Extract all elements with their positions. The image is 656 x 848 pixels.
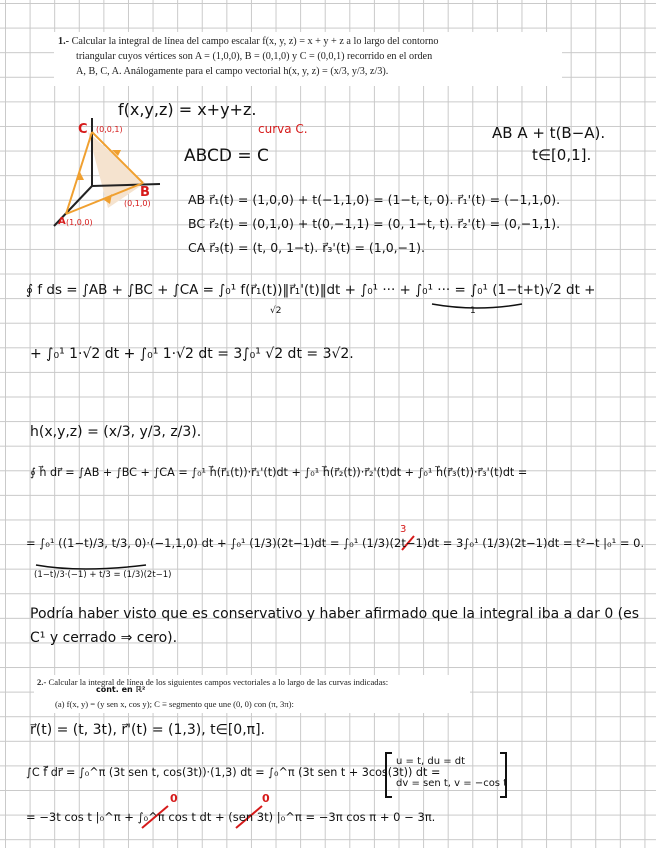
f-definition: f(x,y,z) = x+y+z. — [118, 100, 257, 119]
vertex-c-coords: (0,0,1) — [96, 125, 123, 134]
param-ca: CA r⃗₃(t) = (t, 0, 1−t). r⃗₃'(t) = (1,0,−1). — [188, 240, 425, 255]
underbrace-2 — [36, 565, 146, 569]
problem-1-line-3: A, B, C, A. Análogamente para el campo vectorial h(x, y, z) = (x/3, y/3, z/3). — [76, 66, 389, 77]
vector-integral-line-2: = ∫₀¹ ((1−t)/3, t/3, 0)·(−1,1,0) dt + ∫₀¹ (1/3)(2t−1)dt = ∫₀¹ (1/3)(2t−1)dt = 3∫₀¹ (1/3)(2t−1)dt = t²−t |₀¹ = 0. — [26, 536, 645, 550]
problem-1-line-1: 1.- Calcular la integral de línea del campo escalar f(x, y, z) = x + y + z a lo largo del contorno — [58, 36, 439, 47]
h-definition: h(x,y,z) = (x/3, y/3, z/3). — [30, 424, 202, 440]
problem-2-statement — [34, 675, 470, 713]
vertex-c-label: C — [78, 122, 88, 137]
continuity-annotation: cont. en ℝ² — [96, 685, 146, 694]
conclusion-line-1: Podría haber visto que es conservativo y haber afirmado que la integral iba a dar 0 (es — [30, 606, 640, 622]
curve-label: ABCD = C — [184, 146, 269, 166]
problem-2-intro: 2.- Calcular la integral de línea de los siguientes campos vectoriales a lo largo de las curvas indicadas: — [37, 677, 389, 687]
problem-2-number: 2.- — [37, 677, 47, 687]
line-integral-1: ∫C f⃗ dr⃗ = ∫₀^π (3t sen t, cos(3t))·(1,3) dt = ∫₀^π (3t sen t + 3cos(3t)) dt = — [26, 766, 441, 779]
problem-2-item-a: (a) f(x, y) = (y sen x, cos y); C ≡ segmento que une (0, 0) con (π, 3π): — [55, 699, 294, 709]
edge-ca — [66, 132, 92, 214]
triangle-diagram — [54, 118, 160, 226]
problem-1-number: 1.- — [58, 36, 70, 47]
brace-note: 1 — [470, 306, 476, 316]
under-note: (1−t)/3·(−1) + t/3 = (1/3)(2t−1) — [34, 570, 172, 580]
problem-1-line-2: triangular cuyos vértices son A = (1,0,0), B = (0,1,0) y C = (0,0,1) recorrido en el orden — [76, 51, 433, 62]
param-ab: AB r⃗₁(t) = (1,0,0) + t(−1,1,0) = (1−t, t, 0). r⃗₁'(t) = (−1,1,0). — [188, 192, 561, 207]
substitution-line-1: u = t, du = dt — [396, 756, 466, 767]
scalar-integral-line-2: + ∫₀¹ 1·√2 dt + ∫₀¹ 1·√2 dt = 3∫₀¹ √2 dt = 3√2. — [30, 346, 354, 362]
substitution-line-2: dv = sen t, v = −cos t — [396, 778, 508, 789]
vector-integral-line-1: ∮ h⃗ dr⃗ = ∫AB + ∫BC + ∫CA = ∫₀¹ h⃗(r⃗₁(t))·r⃗₁'(t)dt + ∫₀¹ h⃗(r⃗₂(t))·r⃗₂'(t)dt + ∫₀¹ h⃗(r⃗₃(t))·r⃗₃'(t)dt = — [30, 466, 528, 479]
vertex-a-coords: (1,0,0) — [66, 218, 93, 227]
norm-note: √2 — [270, 306, 282, 316]
param-bc: BC r⃗₂(t) = (0,1,0) + t(0,−1,1) = (0, 1−t, t). r⃗₂'(t) = (0,−1,1). — [188, 216, 561, 231]
ab-parametrization: AB A + t(B−A). — [492, 124, 606, 142]
zero-note-b: 0 — [262, 792, 270, 805]
subst-bracket-right — [500, 753, 506, 797]
scalar-integral-line-1: ∮ f ds = ∫AB + ∫BC + ∫CA = ∫₀¹ f(r⃗₁(t))‖r⃗₁'(t)‖dt + ∫₀¹ ··· + ∫₀¹ ··· = ∫₀¹ (1−t+t)√2 dt + — [26, 282, 596, 298]
vertex-b-label: B — [140, 185, 150, 200]
underbrace-1 — [432, 304, 522, 308]
vertex-a-label: A — [58, 216, 66, 227]
curve-note: curva C. — [258, 122, 308, 136]
zero-note-a: 0 — [170, 792, 178, 805]
triangle-fill — [88, 132, 145, 208]
struck-factor: 3 — [400, 524, 407, 535]
conclusion-line-2: C¹ y cerrado ⇒ cero). — [30, 630, 178, 646]
vertex-b-coords: (0,1,0) — [124, 199, 151, 208]
param-segment: r⃗(t) = (t, 3t), r⃗'(t) = (1,3), t∈[0,π]. — [30, 722, 265, 738]
t-interval: t∈[0,1]. — [532, 146, 592, 164]
line-integral-2: = −3t cos t |₀^π + ∫₀^π cos t dt + (sen 3t) |₀^π = −3π cos π + 0 − 3π. — [26, 810, 436, 824]
